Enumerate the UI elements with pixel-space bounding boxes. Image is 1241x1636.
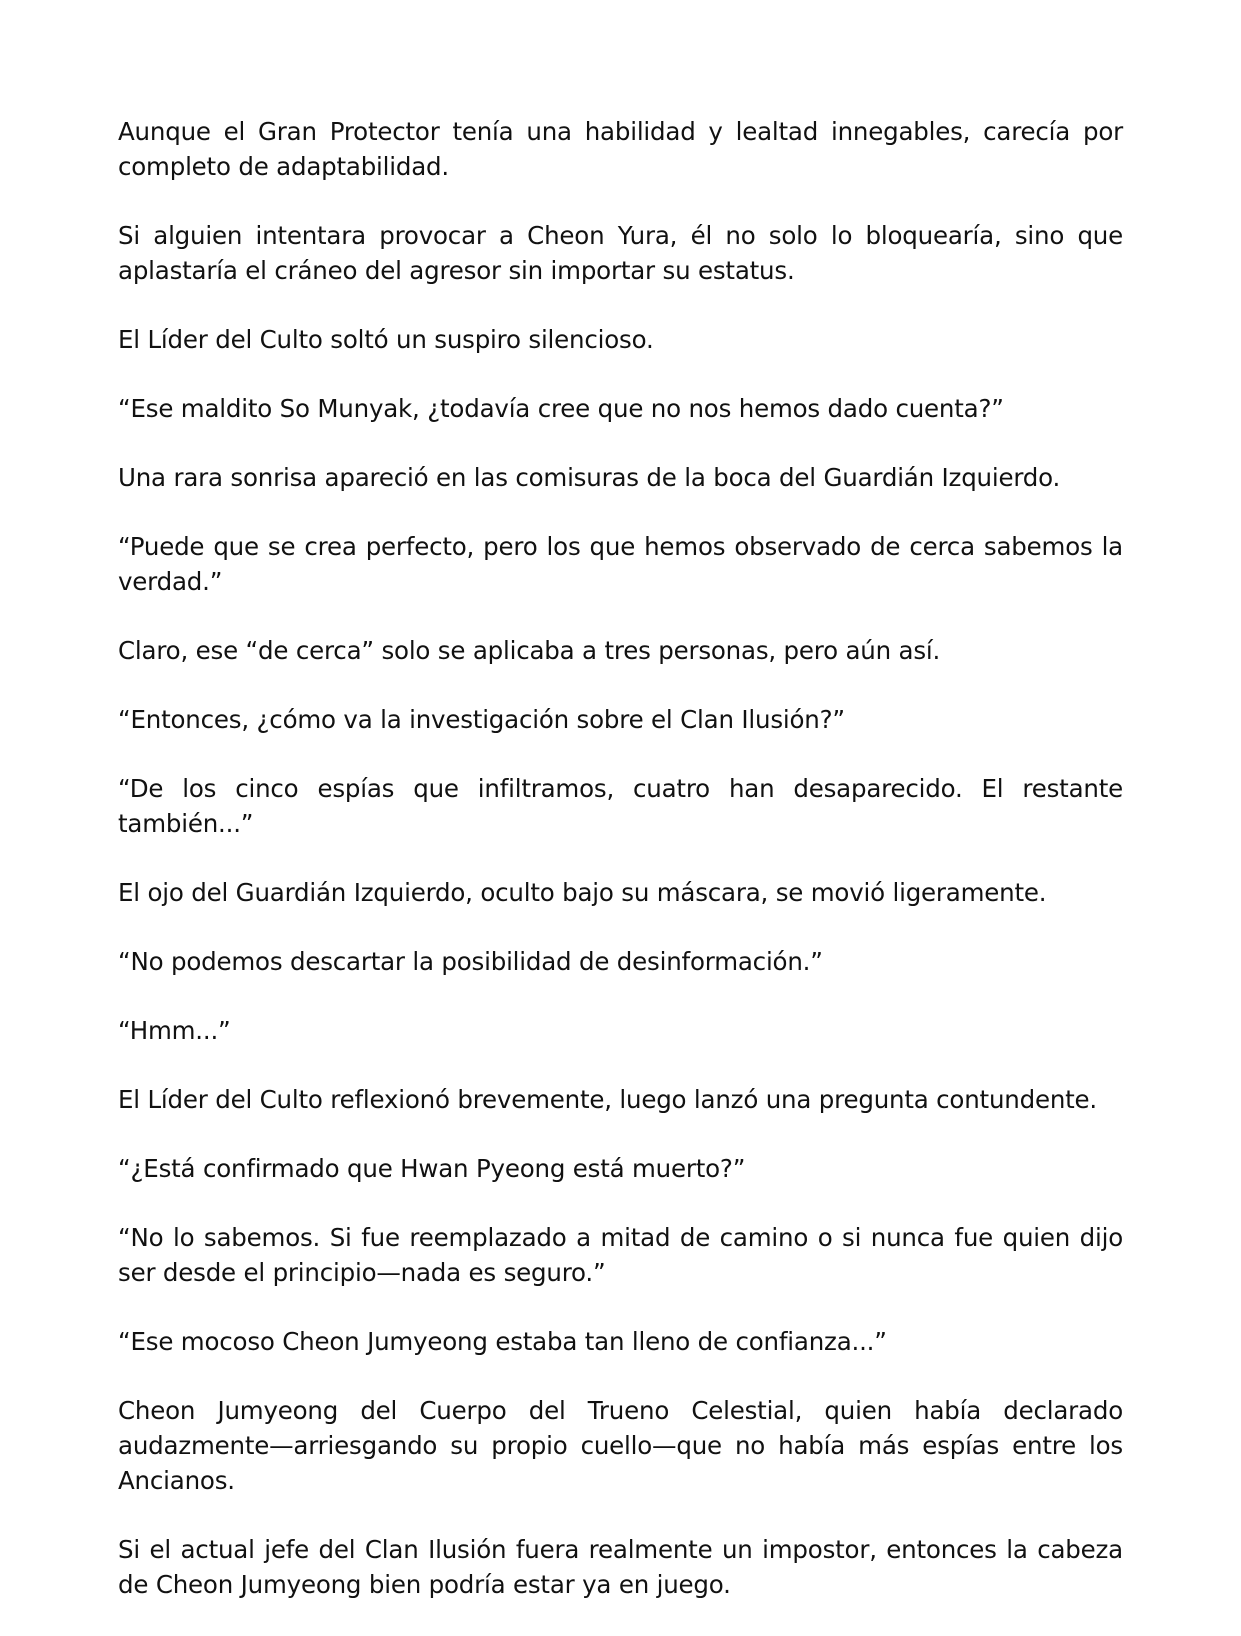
paragraph-12: “Hmm...”: [118, 1016, 231, 1045]
paragraph-9: “De los cinco espías que infiltramos, cuatro han desaparecido. El restante también...”: [118, 774, 1123, 838]
paragraph-6: “Puede que se crea perfecto, pero los que hemos observado de cerca sabemos la verdad.”: [118, 532, 1123, 596]
paragraph-3: El Líder del Culto soltó un suspiro silencioso.: [118, 325, 654, 354]
paragraph-18: Si el actual jefe del Clan Ilusión fuera realmente un impostor, entonces la cabeza de Cheon Jumyeong bien podría estar ya en juego.: [118, 1535, 1123, 1599]
paragraph-1: Aunque el Gran Protector tenía una habilidad y lealtad innegables, carecía por completo de adaptabilidad.: [118, 117, 1123, 181]
paragraph-4: “Ese maldito So Munyak, ¿todavía cree que no nos hemos dado cuenta?”: [118, 394, 1004, 423]
paragraph-10: El ojo del Guardián Izquierdo, oculto bajo su máscara, se movió ligeramente.: [118, 878, 1047, 907]
paragraph-16: “Ese mocoso Cheon Jumyeong estaba tan lleno de confianza...”: [118, 1327, 887, 1356]
paragraph-11: “No podemos descartar la posibilidad de desinformación.”: [118, 947, 823, 976]
paragraph-8: “Entonces, ¿cómo va la investigación sobre el Clan Ilusión?”: [118, 705, 845, 734]
paragraph-15: “No lo sabemos. Si fue reemplazado a mitad de camino o si nunca fue quien dijo ser desde el principio—nada es seguro.”: [118, 1223, 1123, 1287]
paragraph-5: Una rara sonrisa apareció en las comisuras de la boca del Guardián Izquierdo.: [118, 463, 1061, 492]
paragraph-7: Claro, ese “de cerca” solo se aplicaba a tres personas, pero aún así.: [118, 636, 941, 665]
paragraph-2: Si alguien intentara provocar a Cheon Yura, él no solo lo bloquearía, sino que aplastaría el cráneo del agresor sin importar su estatus.: [118, 221, 1123, 285]
text-column: [118, 114, 1123, 1636]
paragraph-13: El Líder del Culto reflexionó brevemente, luego lanzó una pregunta contundente.: [118, 1085, 1098, 1114]
paragraph-17: Cheon Jumyeong del Cuerpo del Trueno Celestial, quien había declarado audazmente—arriesgando su propio cuello—que no había más espías entre los Ancianos.: [118, 1396, 1123, 1495]
paragraph-14: “¿Está confirmado que Hwan Pyeong está muerto?”: [118, 1154, 746, 1183]
